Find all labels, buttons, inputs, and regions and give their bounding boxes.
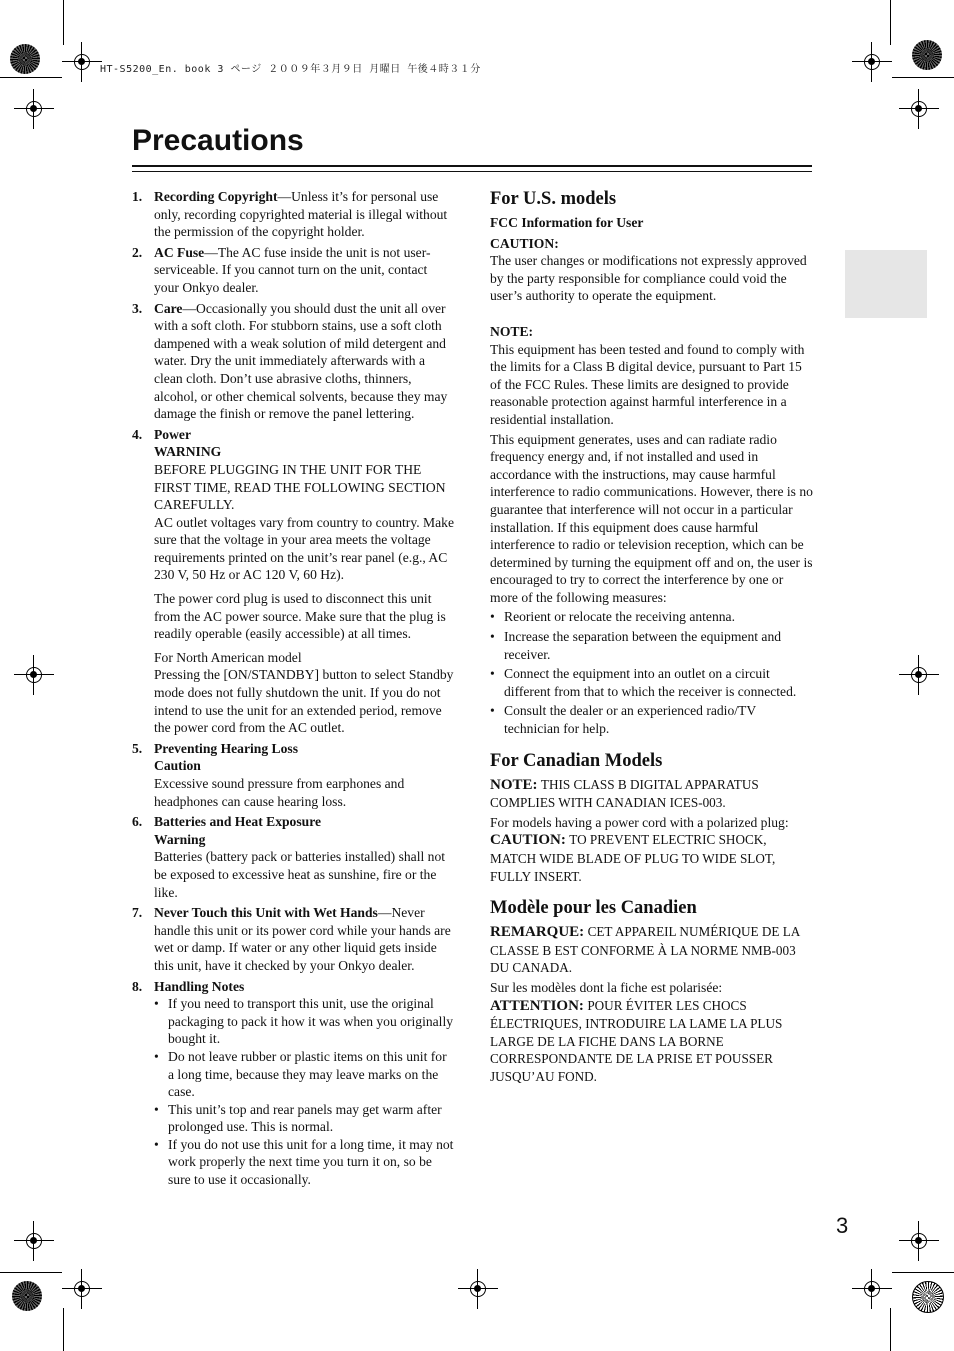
bullet-item: • If you need to transport this unit, use the original packaging to pack it how it was when you originally bought it. xyxy=(154,996,454,1047)
crop-line xyxy=(63,0,64,45)
crosshair-mark xyxy=(14,89,54,129)
bullet-item: • Increase the separation between the equipment and receiver. xyxy=(490,629,782,662)
list-item: 6. Batteries and Heat Exposure Warning Batteries (battery pack or batteries installed) shall not be exposed to excessive heat as sunshine, fire or the like. xyxy=(132,814,446,900)
bullet-item: • Connect the equipment into an outlet on a circuit different from that to which the receiver is connected. xyxy=(490,666,797,699)
crosshair-mark xyxy=(852,1269,892,1309)
registration-star-top-left xyxy=(10,44,40,74)
title-rule xyxy=(132,165,812,167)
page-number: 3 xyxy=(836,1213,849,1238)
list-item: 3. Care—Occasionally you should dust the unit all over with a soft cloth. For stubborn stains, use a soft cloth dampened with a weak solution of mild detergent and water. Dry the unit immediately afterwards with a clean cloth. Don’t use abrasive cloths, thinners, alcohol, or other chemical solvents, because they may damage the finish or remove the panel lettering. xyxy=(132,300,448,422)
bullet-item: • This unit’s top and rear panels may get warm after prolonged use. This is normal. xyxy=(154,1101,442,1135)
canadian-note: NOTE: THIS CLASS B DIGITAL APPARATUS COMPLIES WITH CANADIAN ICES-003. xyxy=(490,776,759,811)
list-item: 8. Handling Notes • If you need to transport this unit, use the original packaging to pack it how it was when you originally bought it. • Do not leave rubber or plastic items on this unit for a long time, because they may leave marks on the case. • This unit’s top and rear panels may get warm after prolonged use. This is normal. • If you do not use this unit for a long time, it may not work properly the next time you turn it on, so be sure to use it occasionally. xyxy=(132,978,454,1188)
french-heading: Modèle pour les Canadien xyxy=(490,898,697,919)
crop-line xyxy=(0,77,62,78)
page-title: Precautions xyxy=(132,124,304,157)
canadian-plug-note: For models having a power cord with a polarized plug: xyxy=(490,814,789,830)
caution-label: CAUTION: xyxy=(490,235,559,251)
left-column xyxy=(132,188,454,1192)
right-column xyxy=(490,188,814,1086)
canadian-caution: CAUTION: TO PREVENT ELECTRIC SHOCK, MATCH WIDE BLADE OF PLUG TO WIDE SLOT, FULLY INSERT. xyxy=(490,832,776,884)
crop-line xyxy=(890,0,891,45)
note-label: NOTE: xyxy=(490,323,534,339)
print-header: HT-S5200_En. book 3 ページ ２００９年３月９日 月曜日 午後４時３１分 xyxy=(100,64,481,75)
bullet-item: • Consult the dealer or an experienced radio/TV technician for help. xyxy=(490,703,756,737)
french-attention: ATTENTION: POUR ÉVITER LES CHOCS ÉLECTRIQUES, INTRODUIRE LA LAME LA PLUS LARGE DE LA FICHE DANS LA BORNE CORRESPONDANTE DE LA PRISE ET POUSSER JUSQU’AU FOND. xyxy=(490,997,783,1084)
list-item: 7. Never Touch this Unit with Wet Hands—Never handle this unit or its power cord while your hands are wet or damp. If water or any other liquid gets inside this unit, have it checked by your Onkyo dealer. xyxy=(132,905,451,973)
crop-line xyxy=(892,77,954,78)
crosshair-mark xyxy=(899,1221,939,1261)
bullet-item: • Reorient or relocate the receiving antenna. xyxy=(490,609,735,625)
crop-line xyxy=(0,1272,62,1273)
bullet-item: • If you do not use this unit for a long time, it may not work properly the next time you turn it on, so be sure to use it occasionally. xyxy=(154,1136,454,1188)
french-remarque: REMARQUE: CET APPAREIL NUMÉRIQUE DE LA CLASSE B EST CONFORME À LA NORME NMB-003 DU CANADA. xyxy=(490,924,800,976)
crosshair-mark xyxy=(62,1269,102,1309)
crop-line xyxy=(892,1272,954,1273)
list-item: 4. Power WARNING BEFORE PLUGGING IN THE UNIT FOR THE FIRST TIME, READ THE FOLLOWING SECTION CAREFULLY. AC outlet voltages vary from country to country. Make sure that the voltage in your area meets the voltage requirements printed on the unit’s rear panel (e.g., AC 230 V, 50 Hz or AC 120 V, 60 Hz). The power cord plug is used to disconnect this unit from the AC power source. Make sure that the plug is readily operable (easily accessible) at all times. For North American model Pressing the [ON/STANDBY] button to select Standby mode does not fully shutdown the unit. If you do not intend to use the unit for an extended period, remove the power cord from the AC outlet. xyxy=(132,426,454,736)
canadian-models-heading: For Canadian Models xyxy=(490,750,663,771)
us-models-heading: For U.S. models xyxy=(490,189,617,209)
note-paragraph: This equipment generates, uses and can radiate radio frequency energy and, if not installed and used in accordance with the instructions, may cause harmful interference to radio communications. However, there is no guarantee that interference will not occur in a particular installation. If this equipment does cause harmful interference to radio or television reception, which can be determined by turning the equipment off and on, the user is encouraged to try to correct the interference by one or more of the following measures: xyxy=(490,431,813,605)
list-item: 5. Preventing Hearing Loss Caution Excessive sound pressure from earphones and headphones can cause hearing loss. xyxy=(132,740,405,809)
crosshair-mark xyxy=(14,1221,54,1261)
french-plug-note: Sur les modèles dont la fiche est polarisée: xyxy=(490,979,723,995)
crosshair-mark xyxy=(458,1269,498,1309)
crosshair-mark xyxy=(14,655,54,695)
crop-line xyxy=(890,1308,891,1351)
crosshair-mark xyxy=(852,42,892,82)
fcc-subheading: FCC Information for User xyxy=(490,215,644,230)
registration-star-bottom-left xyxy=(12,1281,42,1311)
crosshair-mark xyxy=(62,42,102,82)
list-item: 1. Recording Copyright—Unless it’s for personal use only, recording copyrighted material is illegal without the permission of the copyright holder. xyxy=(132,189,448,240)
registration-star-top-right xyxy=(912,40,942,70)
bullet-item: • Do not leave rubber or plastic items on this unit for a long time, because they may leave marks on the case. xyxy=(154,1048,447,1100)
crosshair-mark xyxy=(899,89,939,129)
title-rule-thin xyxy=(132,171,812,172)
list-item: 2. AC Fuse—The AC fuse inside the unit is not user-serviceable. If you cannot turn on the unit, contact your Onkyo dealer. xyxy=(132,244,431,295)
crop-line xyxy=(63,1308,64,1351)
registration-star-bottom-right xyxy=(912,1281,944,1313)
note-paragraph: This equipment has been tested and found to comply with the limits for a Class B digital device, pursuant to Part 15 of the FCC Rules. These limits are designed to provide reasonable protection against harmful interference in a residential installation. xyxy=(490,341,805,427)
crosshair-mark xyxy=(899,655,939,695)
caution-text: The user changes or modifications not expressly approved by the party responsible for compliance could void the user’s authority to operate the equipment. xyxy=(490,253,807,304)
section-tab xyxy=(845,250,927,318)
